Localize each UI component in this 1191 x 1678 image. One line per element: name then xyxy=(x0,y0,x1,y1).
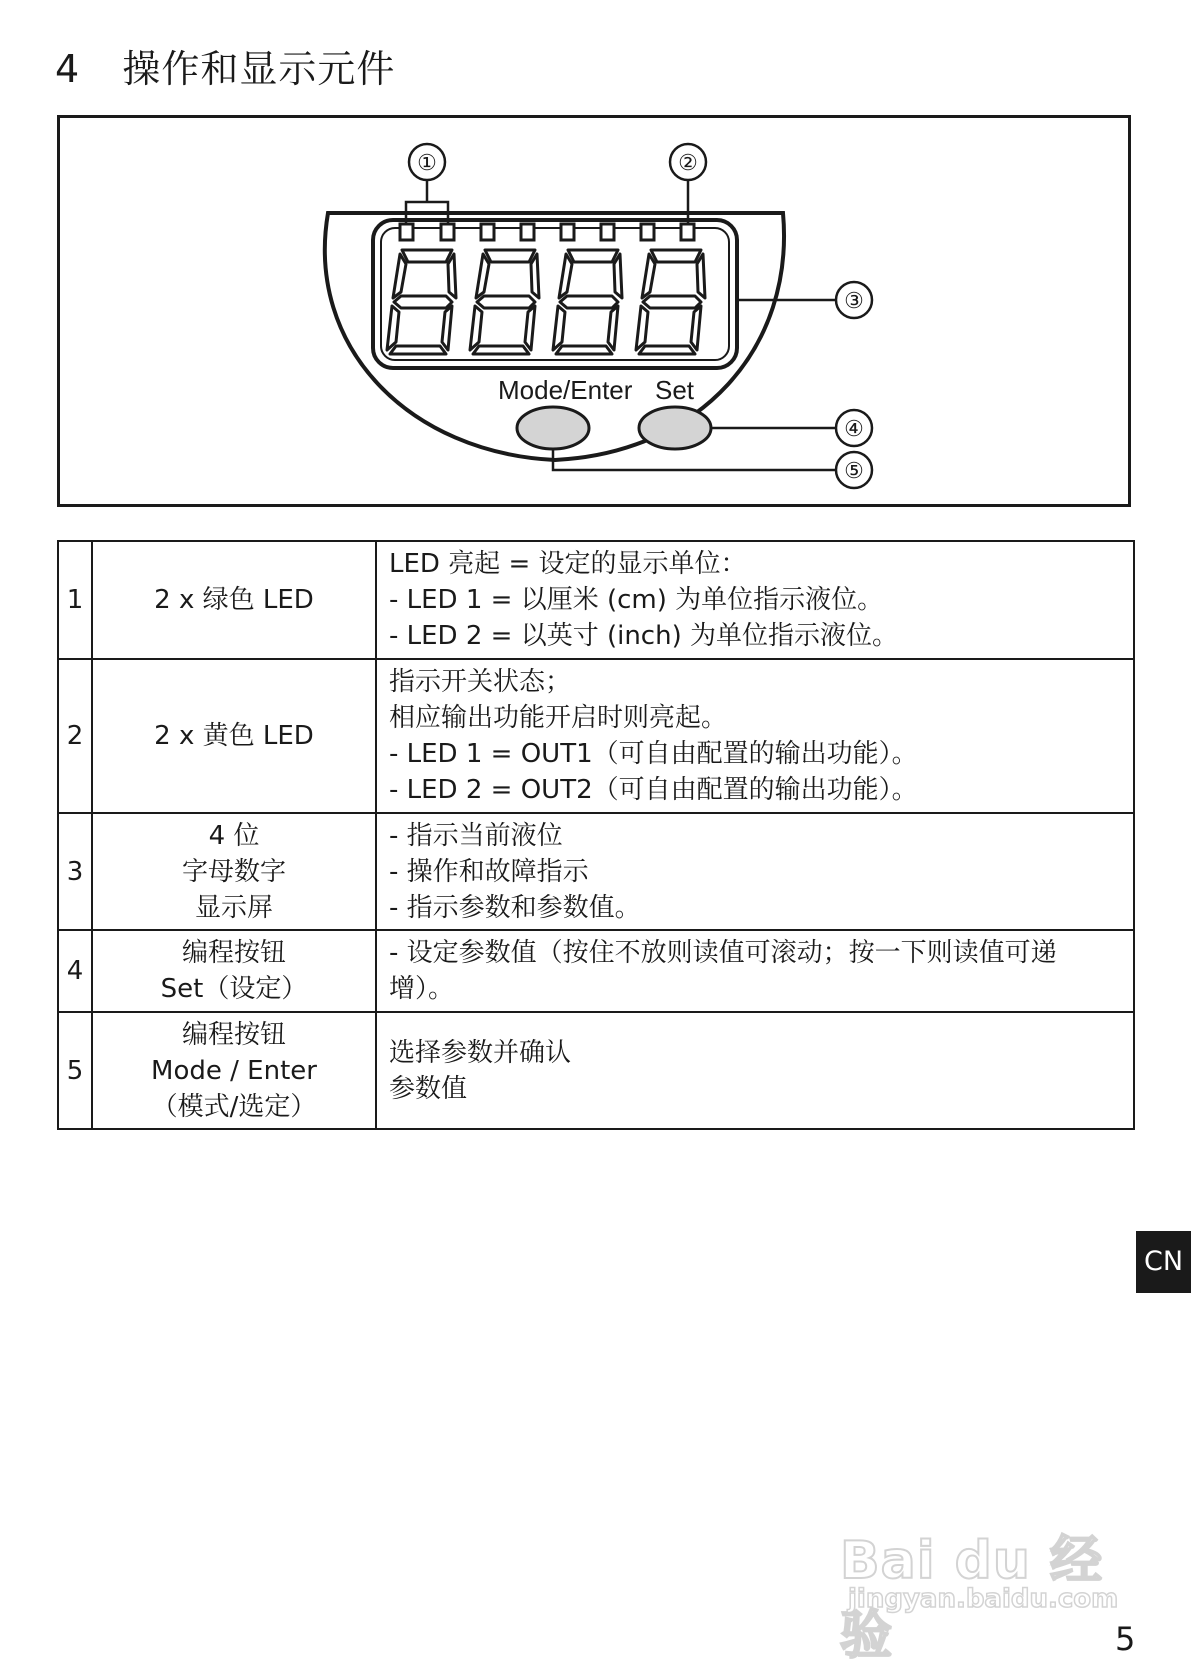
mode-enter-label: Mode/Enter xyxy=(498,375,633,405)
description-line: LED 亮起 = 设定的显示单位： xyxy=(389,549,747,579)
baidu-watermark xyxy=(840,1498,1130,1666)
digit-4 xyxy=(636,250,705,354)
led-6 xyxy=(601,224,614,240)
row-number: 5 xyxy=(58,1012,92,1129)
digit-3 xyxy=(553,250,622,354)
element-name xyxy=(92,813,376,930)
device-drawing xyxy=(60,118,1134,510)
element-name-line: 2 x 绿色 LED xyxy=(154,585,314,615)
description-line: - 指示当前液位 xyxy=(389,820,563,851)
digit-2 xyxy=(470,250,539,354)
callout-5-number: ⑤ xyxy=(844,458,864,483)
element-name-line: 4 位 xyxy=(208,820,260,851)
element-name-line: Set（设定） xyxy=(160,974,308,1004)
device-diagram xyxy=(57,115,1131,507)
element-description-table xyxy=(57,540,1135,1130)
table-row xyxy=(58,541,1134,659)
section-title: 操作和显示元件 xyxy=(122,47,396,91)
element-name-line: 编程按钮 xyxy=(181,938,286,968)
element-name xyxy=(92,1012,376,1129)
callout-3-number: ③ xyxy=(844,288,864,313)
description-line: 相应输出功能开启时则亮起。 xyxy=(389,703,728,733)
led-5 xyxy=(561,224,574,240)
page-number: 5 xyxy=(1115,1620,1136,1658)
table-row xyxy=(58,930,1134,1012)
watermark-logo-text: Bai du 经验 xyxy=(840,1531,1103,1666)
led-3 xyxy=(481,224,494,240)
led-row xyxy=(400,224,694,240)
leader-lines xyxy=(406,180,836,470)
element-name xyxy=(92,659,376,813)
element-description xyxy=(376,930,1134,1012)
set-label: Set xyxy=(655,375,695,405)
description-line: 参数值 xyxy=(389,1073,468,1104)
description-line: - 设定参数值（按住不放则读值可滚动；按一下则读值可递 xyxy=(389,938,1057,968)
description-line: 选择参数并确认 xyxy=(389,1037,572,1068)
callout-1-number: ① xyxy=(417,150,437,175)
language-tab: CN xyxy=(1136,1231,1191,1293)
green-led-2 xyxy=(441,224,454,240)
element-name-line: 显示屏 xyxy=(194,892,273,923)
description-line: - LED 1 = 以厘米 (cm) 为单位指示液位。 xyxy=(389,585,884,615)
row-number: 3 xyxy=(58,813,92,930)
element-description xyxy=(376,813,1134,930)
element-name xyxy=(92,930,376,1012)
description-line: - LED 2 = OUT2（可自由配置的输出功能）。 xyxy=(389,775,918,805)
seven-segment-digits xyxy=(387,250,705,354)
table-row xyxy=(58,813,1134,930)
element-description xyxy=(376,1012,1134,1129)
yellow-led-1 xyxy=(641,224,654,240)
row-number: 4 xyxy=(58,930,92,1012)
yellow-led-2 xyxy=(681,224,694,240)
description-line: - LED 2 = 以英寸 (inch) 为单位指示液位。 xyxy=(389,621,898,651)
element-name-line: 编程按钮 xyxy=(181,1019,286,1050)
callout-4-number: ④ xyxy=(844,416,864,441)
element-description xyxy=(376,659,1134,813)
led-4 xyxy=(521,224,534,240)
green-led-1 xyxy=(400,224,413,240)
description-line: 指示开关状态； xyxy=(389,667,572,697)
section-number: 4 xyxy=(55,47,81,91)
description-line: - 指示参数和参数值。 xyxy=(389,892,641,923)
element-name-line: Mode / Enter xyxy=(151,1055,317,1086)
element-description xyxy=(376,541,1134,659)
element-name xyxy=(92,541,376,659)
digit-1 xyxy=(387,250,456,354)
row-number: 2 xyxy=(58,659,92,813)
row-number: 1 xyxy=(58,541,92,659)
callout-2-number: ② xyxy=(678,150,698,175)
section-heading xyxy=(55,38,395,93)
table-row xyxy=(58,1012,1134,1129)
set-button xyxy=(639,407,711,449)
element-name-line: 2 x 黄色 LED xyxy=(154,721,314,751)
element-name-line: 字母数字 xyxy=(181,856,286,887)
description-line: - LED 1 = OUT1（可自由配置的输出功能）。 xyxy=(389,739,918,769)
watermark-url: jingyan.baidu.com xyxy=(848,1584,1119,1614)
table-row xyxy=(58,659,1134,813)
element-name-line: （模式/选定） xyxy=(151,1091,317,1122)
description-line: 增）。 xyxy=(389,974,455,1004)
mode-enter-button xyxy=(517,407,589,449)
description-line: - 操作和故障指示 xyxy=(389,856,589,887)
